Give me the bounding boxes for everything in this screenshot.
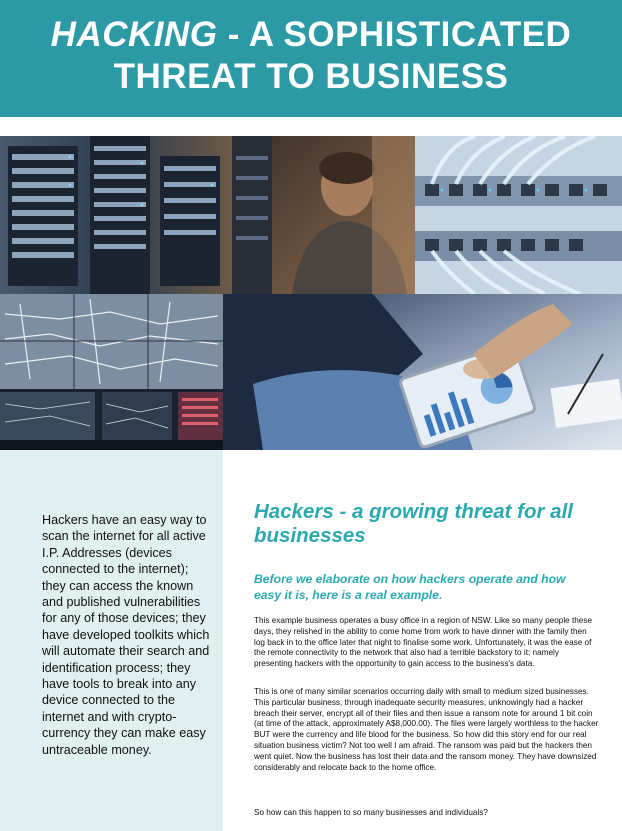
sidebar-panel	[0, 450, 223, 831]
title-line-1-rest: - A SOPHISTICATED	[217, 15, 572, 54]
control-room-screens-photo	[0, 294, 223, 450]
network-cables-photo	[415, 136, 622, 294]
technician-photo	[232, 136, 415, 294]
title-line-2: THREAT TO BUSINESS	[113, 57, 509, 96]
article-heading: Hackers - a growing threat for all businesses	[254, 500, 573, 547]
tablet-analytics-photo	[223, 294, 622, 450]
article-paragraph-1: This example business operates a busy office in a region of NSW. Like so many people these days, they relished in the ability to come home from work to have dinner with the family then log back in to the office later that night to finalise some work. Unfortunately, it was the ease of the remote connectivity to the network that also had a terrible backstory to it; namely presenting hackers with the opportunity to gain access to the business's data.	[254, 616, 592, 669]
sidebar-text: Hackers have an easy way to scan the internet for all active I.P. Addresses (devices connected to the internet); they can access the known and published vulnerabilities for any of those devices; they have developed toolkits which will automate their search and identification process; they have tools to break into any device connected to the internet and with crypto-currency they can make easy untraceable money.	[42, 513, 210, 757]
title-hacking: HACKING	[50, 15, 218, 54]
title-banner	[0, 0, 622, 117]
article-paragraph-2: This is one of many similar scenarios occurring daily with small to medium sized businesses. This particular business, through inadequate security measures, unknowingly had a hacker breach their server, encrypt all of their files and then issue a ransom note for around 1 bit coin (at time of the attack, approximately A$8,000.00). The files were largely worthless to the hacker BUT were the currency and life blood for the business. So how did this story end for our real situation business victim? Not too well I am afraid. The ransom was paid but the hackers then went quiet. Now the business has lost their data and the ransom money. They have downsized considerably and relocate back to the home office.	[254, 687, 599, 772]
server-racks-photo	[0, 136, 232, 294]
title-line-1	[0, 15, 622, 55]
article-subheading: Before we elaborate on how hackers operate and how easy it is, here is a real example.	[254, 572, 566, 602]
article-paragraph-3: So how can this happen to so many businesses and individuals?	[254, 808, 488, 817]
